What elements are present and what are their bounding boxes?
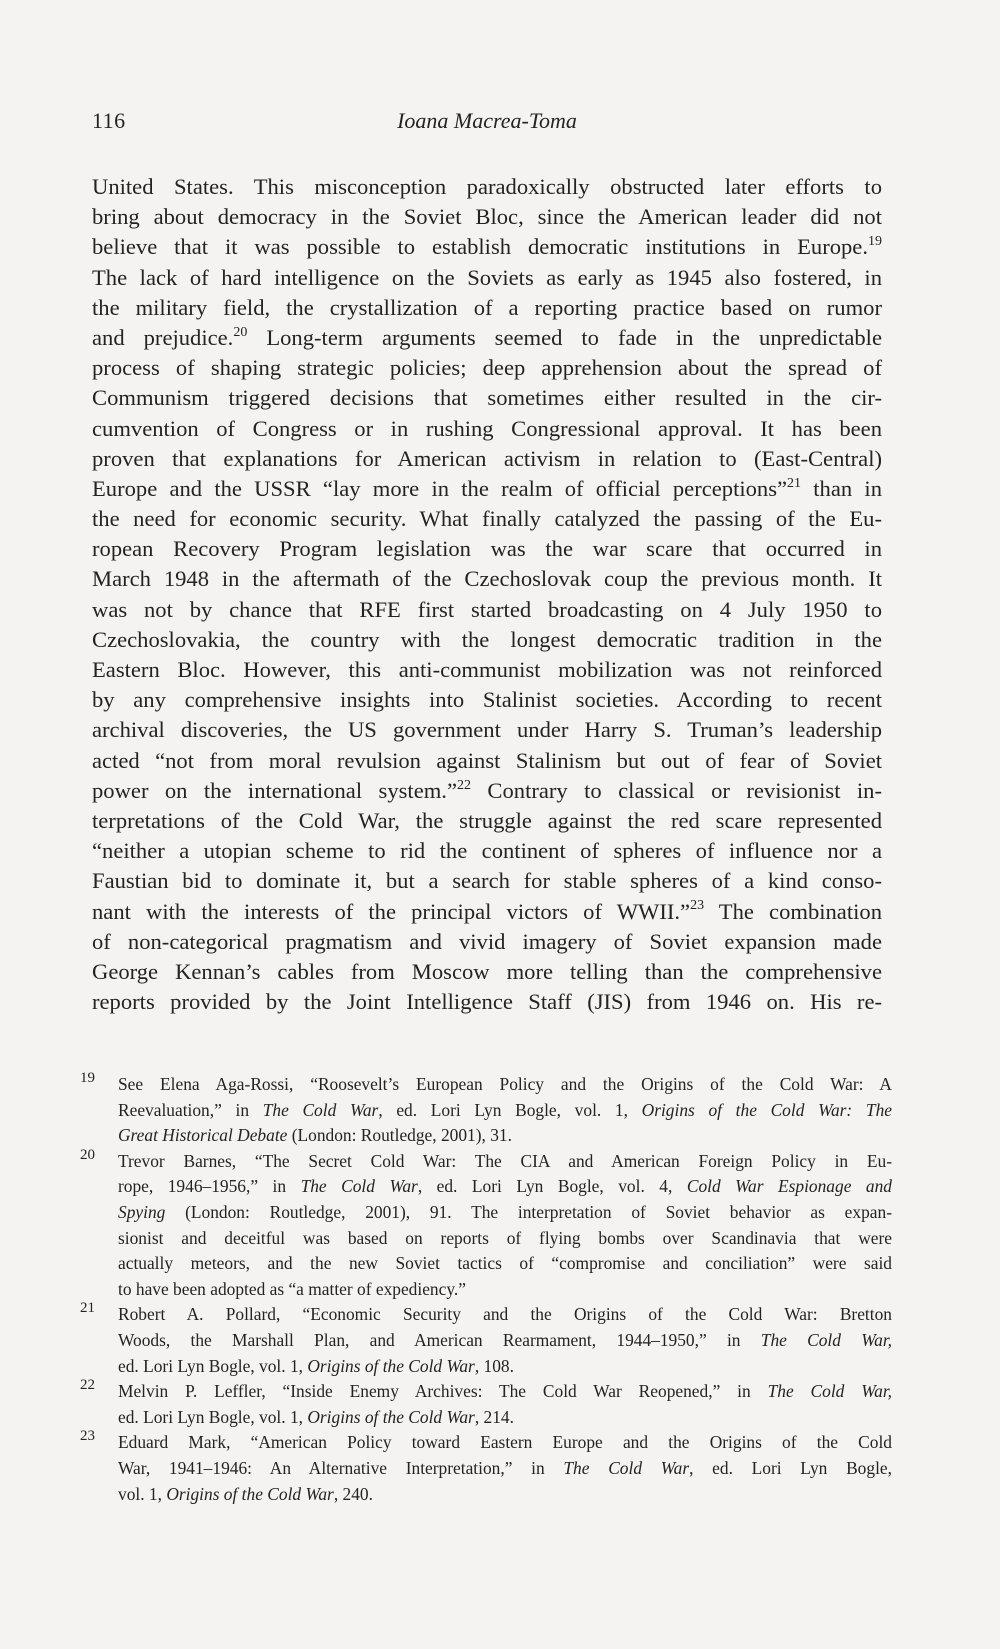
footnote-number: 21 (80, 1300, 95, 1317)
footnote-21: 21 Robert A. Pollard, “Economic Security and the Origins of the Cold War: Bretton Woods, the Marshall Plan, and American Rearmament, 1944–1950,” in The Cold War, ed. Lori Lyn Bogle, vol. 1, Origins of the Cold War, 108. (80, 1302, 892, 1379)
footnote-ref-21: 21 (787, 475, 802, 491)
footnote-ref-22: 22 (456, 777, 471, 793)
text-line: archival discoveries, the US government under Harry S. Truman’s leadership (92, 717, 882, 743)
text-line: and prejudice.$^{20}$ Long-term arguments seemed to fade in the unpredictable (92, 324, 882, 350)
text-line: of non-categorical pragmatism and vivid imagery of Soviet expansion made (92, 928, 882, 954)
footnote-ref-20: 20 (233, 324, 248, 340)
text-line: ropean Recovery Program legislation was the war scare that occurred in (92, 536, 882, 562)
text-line: Europe and the USSR “lay more in the realm of official perceptions”$^{21}$ than in (92, 475, 882, 501)
footnote-number: 23 (80, 1428, 95, 1445)
text-line: bring about democracy in the Soviet Bloc, since the American leader did not (92, 204, 882, 230)
text-line: believe that it was possible to establish democratic institutions in Europe.$^{19}$ (92, 234, 882, 260)
text-line: Faustian bid to dominate it, but a search for stable spheres of a kind conso- (92, 868, 882, 894)
footnote-ref-23: 23 (690, 898, 705, 914)
footnote-23: 23 Eduard Mark, “American Policy toward Eastern Europe and the Origins of the Cold War, 1941–1946: An Alternative Interpretation,” in The Cold War, ed. Lori Lyn Bogle, vol. 1, Origins of the Cold War, 240. (80, 1430, 892, 1507)
text-line: cumvention of Congress or in rushing Congressional approval. It has been (92, 415, 882, 441)
text-line: Czechoslovakia, the country with the longest democratic tradition in the (92, 626, 882, 652)
text-line: Eastern Bloc. However, this anti-communist mobilization was not reinforced (92, 657, 882, 682)
text-line: was not by chance that RFE first started broadcasting on 4 July 1950 to (92, 596, 882, 622)
footnote-22: 22 Melvin P. Leffler, “Inside Enemy Archives: The Cold War Reopened,” in The Cold War, ed. Lori Lyn Bogle, vol. 1, Origins of the Cold War, 214. (80, 1379, 892, 1430)
footnote-19: 19 See Elena Aga-Rossi, “Roosevelt’s European Policy and the Origins of the Cold War: A Reevaluation,” in The Cold War, ed. Lori Lyn Bogle, vol. 1, Origins of the Cold War: The Great Historical Debate (London: Routledge, 2001), 31. (80, 1072, 892, 1149)
text-line: reports provided by the Joint Intelligence Staff (JIS) from 1946 on. His re- (92, 989, 882, 1015)
text-line: acted “not from moral revulsion against Stalinism but out of fear of Soviet (92, 747, 882, 773)
page-header (92, 108, 882, 140)
text-line: Communism triggered decisions that sometimes either resulted in the cir- (92, 385, 882, 411)
text-line: March 1948 in the aftermath of the Czechoslovak coup the previous month. It (92, 566, 882, 592)
text-line: process of shaping strategic policies; deep apprehension about the spread of (92, 355, 882, 381)
text-line: nant with the interests of the principal victors of WWII.”$^{23}$ The combination (92, 898, 882, 924)
text-line: by any comprehensive insights into Stalinist societies. According to recent (92, 687, 882, 713)
footnote-20: 20 Trevor Barnes, “The Secret Cold War: The CIA and American Foreign Policy in Eu- rope, 1946–1956,” in The Cold War, ed. Lori Lyn Bogle, vol. 4, Cold War Espionage and Spying (London: Routledge, 2001), 91. The interpretation of Soviet behavior as expan- sionist and deceitful was based on reports of flying bombs over Scandinavia that were actually meteors, and the new Soviet tactics of “compromise and conciliation” were said to have been adopted as “a matter of expediency.” (80, 1149, 892, 1303)
text-line: the military field, the crystallization of a reporting practice based on rumor (92, 294, 882, 320)
text-line: United States. This misconception paradoxically obstructed later efforts to (92, 174, 882, 199)
running-head: Ioana Macrea-Toma (397, 108, 577, 133)
page-number: 116 (92, 108, 126, 133)
text-line: proven that explanations for American activism in relation to (East-Central) (92, 445, 882, 471)
main-text (92, 172, 882, 1017)
text-line: power on the international system.”$^{22}$ Contrary to classical or revisionist in- (92, 777, 882, 803)
footnote-number: 19 (80, 1070, 95, 1086)
text-line: George Kennan’s cables from Moscow more telling than the comprehensive (92, 958, 882, 984)
text-line: terpretations of the Cold War, the struggle against the red scare represented (92, 807, 882, 833)
text-line: “neither a utopian scheme to rid the continent of spheres of influence nor a (92, 838, 882, 864)
text-line: The lack of hard intelligence on the Soviets as early as 1945 also fostered, in (92, 264, 882, 290)
footnote-number: 20 (80, 1146, 95, 1163)
footnote-ref-19: 19 (868, 234, 882, 250)
footnote-number: 22 (80, 1377, 95, 1394)
footnotes (80, 1072, 892, 1507)
text-line: the need for economic security. What finally catalyzed the passing of the Eu- (92, 506, 882, 532)
